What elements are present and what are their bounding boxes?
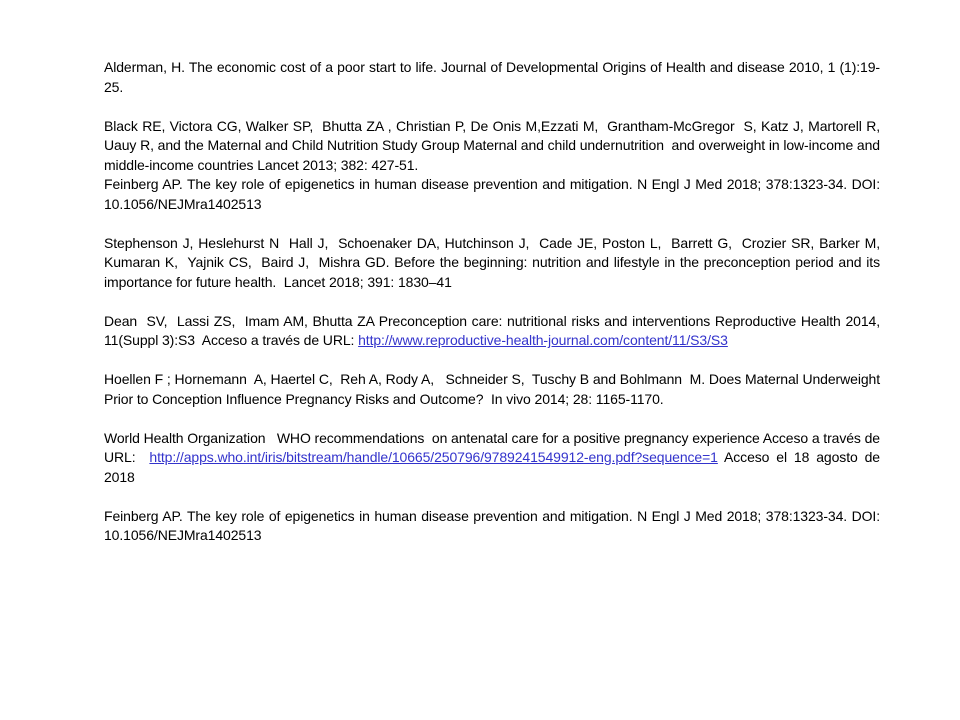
reference-text: World Health Organization WHO recommendations on antenatal care for a positive pregnancy experience Acceso a través de URL: bbox=[104, 429, 884, 465]
references-list bbox=[104, 58, 884, 546]
reference-item bbox=[104, 312, 884, 351]
reference-text: Acceso el 18 agosto de 2018 bbox=[104, 449, 884, 485]
reference-item bbox=[104, 175, 884, 214]
reference-item bbox=[104, 507, 884, 546]
reference-text: Stephenson J, Heslehurst N Hall J, Schoenaker DA, Hutchinson J, Cade JE, Poston L, Barrett G, Crozier SR, Barker M, Kumaran K, Yajnik CS, Baird J, Mishra GD. Before the beginning: nutrition and lifestyle in the preconception period and its importance for future health. Lancet 2018; 391: 1830–41 bbox=[104, 234, 884, 290]
reference-item bbox=[104, 58, 880, 97]
reference-text: Feinberg AP. The key role of epigenetics in human disease prevention and mitigation. N Engl J Med 2018; 378:1323-34. DOI: 10.1056/NEJMra1402513 bbox=[104, 176, 884, 212]
reference-link[interactable]: http://www.reproductive-health-journal.com/content/11/S3/S3 bbox=[358, 332, 728, 348]
reference-item bbox=[104, 117, 884, 176]
reference-item bbox=[104, 429, 884, 488]
reference-text: Black RE, Victora CG, Walker SP, Bhutta ZA , Christian P, De Onis M,Ezzati M, Grantham-McGregor S, Katz J, Martorell R, Uauy R, and the Maternal and Child Nutrition Study Group Maternal and child undernutrition and overweight in low-income and middle-income countries Lancet 2013; 382: 427-51. bbox=[104, 117, 884, 173]
reference-text: Feinberg AP. The key role of epigenetics in human disease prevention and mitigation. N Engl J Med 2018; 378:1323-34. DOI: 10.1056/NEJMra1402513 bbox=[104, 507, 884, 543]
reference-item bbox=[104, 234, 884, 293]
reference-item bbox=[104, 370, 884, 409]
reference-text: Hoellen F ; Hornemann A, Haertel C, Reh A, Rody A, Schneider S, Tuschy B and Bohlmann M. Does Maternal Underweight Prior to Conception Influence Pregnancy Risks and Outcome? In vivo 2014; 28: 1165-1170. bbox=[104, 371, 884, 407]
reference-text: Dean SV, Lassi ZS, Imam AM, Bhutta ZA Preconception care: nutritional risks and interventions Reproductive Health 2014, 11(Suppl 3):S3 Acceso a través de URL: bbox=[104, 312, 884, 348]
reference-link[interactable]: http://apps.who.int/iris/bitstream/handle/10665/250796/9789241549912-eng.pdf?sequence=1 bbox=[149, 449, 718, 465]
reference-text: Alderman, H. The economic cost of a poor start to life. Journal of Developmental Origins of Health and disease 2010, 1 (1):19-25. bbox=[104, 59, 880, 95]
